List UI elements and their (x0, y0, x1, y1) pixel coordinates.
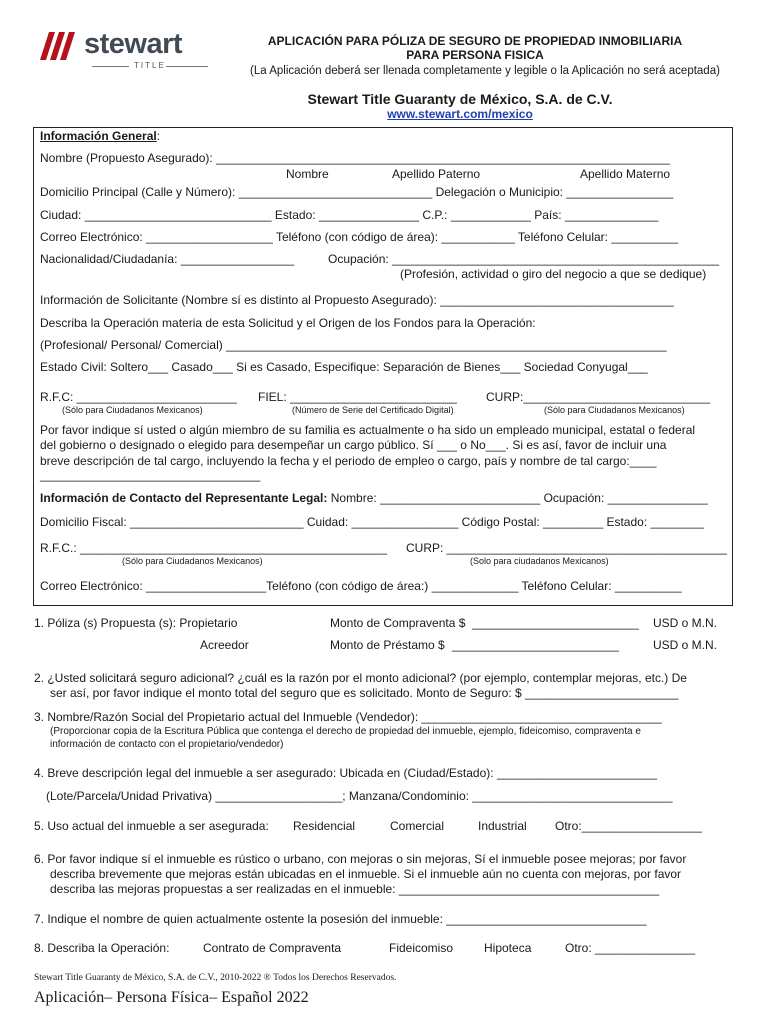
rfc-field[interactable]: R.F.C: ________________________ (40, 390, 237, 404)
q1-prestamo-field[interactable]: _________________________ (452, 638, 619, 652)
rfc-hint: (Sólo para Ciudadanos Mexicanos) (62, 405, 203, 415)
sub-materno: Apellido Materno (580, 167, 671, 181)
q8-option-otro[interactable]: Otro: _______________ (565, 941, 696, 955)
operacion-label: Describa la Operación materia de esta Solicitud y el Origen de los Fondos para la Operación: (40, 316, 536, 330)
representante-heading: Información de Contacto del Representante Legal: (40, 491, 328, 505)
pep-line-2[interactable]: del gobierno o designado o elegido para desempeñar un cargo público. Sí ___ o No___. Si es así, favor de incluir una (40, 438, 667, 452)
logo-rule-right (166, 66, 208, 67)
q1-acreedor: Acreedor (200, 638, 249, 652)
domicilio-field[interactable]: Domicilio Principal (Calle y Número): _____________________________ Delegación o Municipio: ________________ (40, 185, 674, 199)
q8-option-hipoteca[interactable]: Hipoteca (484, 941, 532, 955)
q8-label: 8. Describa la Operación: (34, 941, 170, 955)
nombre-field[interactable]: Nombre (Propuesto Asegurado): ____________________________________________________________________ (40, 151, 670, 165)
q6-line-1: 6. Por favor indique sí el inmueble es rústico o urbano, con mejoras o sin mejoras, Sí el inmueble posee mejoras; por favor (34, 852, 687, 866)
q2-line-1: 2. ¿Usted solicitará seguro adicional? ¿cuál es la razón por el monto adicional? (por ejemplo, contemplar mejoras, etc.) De (34, 671, 687, 685)
website-link[interactable]: www.stewart.com/mexico (387, 107, 533, 121)
q4-line-2[interactable]: (Lote/Parcela/Unidad Privativa) ___________________; Manzana/Condominio: ______________________________ (46, 789, 673, 803)
pep-line-4[interactable]: _________________________________ (40, 468, 261, 482)
q8-option-compraventa[interactable]: Contrato de Compraventa (203, 941, 342, 955)
q1-compraventa-field[interactable]: _________________________ (472, 616, 639, 630)
logo-rule-left (92, 66, 129, 67)
q2-line-2[interactable]: ser así, por favor indique el monto total del seguro que es solicitado. Monto de Seguro: $ _______________________ (50, 686, 679, 700)
q5-option-comercial[interactable]: Comercial (390, 819, 445, 833)
fiel-field[interactable]: FIEL: _________________________ (258, 390, 457, 404)
title-line-1: APLICACIÓN PARA PÓLIZA DE SEGURO DE PROPIEDAD INMOBILIARIA (267, 34, 683, 48)
q1-currency-1: USD o M.N. (653, 616, 718, 630)
representante-curp-hint: (Solo para ciudadanos Mexicanos) (470, 556, 609, 566)
representante-correo-field[interactable]: Correo Electrónico: __________________Teléfono (con código de área:) _____________ Teléfono Celular: __________ (40, 579, 682, 593)
curp-field[interactable]: CURP:____________________________ (486, 390, 711, 404)
q7-line-1[interactable]: 7. Indique el nombre de quien actualmente ostente la posesión del inmueble: ______________________________ (34, 912, 647, 926)
q3-hint-2: información de contacto con el propietario/vendedor) (50, 739, 284, 750)
correo-field[interactable]: Correo Electrónico: ___________________ Teléfono (con código de área): ___________ Teléfono Celular: __________ (40, 230, 679, 244)
general-heading (40, 129, 160, 143)
representante-rfc-field[interactable]: R.F.C.: ______________________________________________ (40, 541, 387, 555)
footer-document-name: Aplicación– Persona Física– Español 2022 (34, 989, 309, 1006)
title-note: (La Aplicación deberá ser llenada completamente y legible o la Aplicación no será aceptada) (250, 65, 720, 77)
q3-hint-1: (Proporcionar copia de la Escritura Pública que contenga el derecho de propiedad del inmueble, ejemplo, fideicomiso, compraventa e (50, 726, 641, 737)
q5-option-residencial[interactable]: Residencial (293, 819, 356, 833)
q4-line-1[interactable]: 4. Breve descripción legal del inmueble a ser asegurado: Ubicada en (Ciudad/Estado): ________________________ (34, 766, 658, 780)
ocupacion-hint: (Profesión, actividad o giro del negocio a que se dedique) (400, 267, 707, 281)
logo-word: stewart (84, 28, 183, 60)
ciudad-field[interactable]: Ciudad: ____________________________ Estado: _______________ C.P.: ____________ País: ______________ (40, 208, 659, 222)
q5-option-otro[interactable]: Otro:__________________ (555, 819, 702, 833)
title-line-2: PARA PERSONA FISICA (406, 48, 544, 62)
general-heading-colon: : (156, 129, 161, 143)
q1-compraventa-label: Monto de Compraventa $ (330, 616, 466, 630)
q1-prestamo-label: Monto de Préstamo $ (330, 638, 445, 652)
q1-label: 1. Póliza (s) Propuesta (s): Propietario (34, 616, 238, 630)
ocupacion-field[interactable]: Ocupación: _________________________________________________ (328, 252, 720, 266)
pep-line-1: Por favor indique sí usted o algún miembro de su familia es actualmente o ha sido un empleado municipal, estatal o federal (40, 423, 696, 437)
estado-civil-field[interactable]: Estado Civil: Soltero___ Casado___ Si es Casado, Especifique: Separación de Bienes___ Sociedad Conyugal___ (40, 360, 648, 374)
fiel-hint: (Número de Serie del Certificado Digital) (292, 405, 454, 415)
q3-line-1[interactable]: 3. Nombre/Razón Social del Propietario actual del Inmueble (Vendedor): ____________________________________ (34, 710, 662, 724)
pep-line-3[interactable]: breve descripción de tal cargo, incluyendo la fecha y el periodo de empleo o cargo, país y nombre de tal cargo:____ (40, 454, 657, 468)
q5-option-industrial[interactable]: Industrial (478, 819, 527, 833)
representante-curp-field[interactable]: CURP: __________________________________________ (406, 541, 727, 555)
q6-line-3[interactable]: describa las mejoras propuestas a ser realizadas en el inmueble: _______________________________________ (50, 882, 660, 896)
representante-rfc-hint: (Sólo para Ciudadanos Mexicanos) (122, 556, 263, 566)
representante-nombre-field[interactable]: Nombre: ________________________ Ocupación: _______________ (327, 491, 708, 505)
nacionalidad-field[interactable]: Nacionalidad/Ciudadanía: _________________ (40, 252, 295, 266)
q1-currency-2: USD o M.N. (653, 638, 718, 652)
q5-label: 5. Uso actual del inmueble a ser asegurada: (34, 819, 269, 833)
sub-nombre: Nombre (286, 167, 329, 181)
curp-hint: (Sólo para Ciudadanos Mexicanos) (544, 405, 685, 415)
sub-paterno: Apellido Paterno (392, 167, 481, 181)
profesional-field[interactable]: (Profesional/ Personal/ Comercial) __________________________________________________________________ (40, 338, 667, 352)
solicitante-field[interactable]: Información de Solicitante (Nombre sí es distinto al Propuesto Asegurado): ___________________________________ (40, 293, 674, 307)
company-name: Stewart Title Guaranty de México, S.A. de C.V. (307, 91, 613, 107)
representante-heading-row (40, 491, 708, 505)
q8-option-fideicomiso[interactable]: Fideicomiso (389, 941, 454, 955)
general-heading-text: Información General (40, 129, 157, 143)
logo-sub: TITLE (134, 61, 166, 70)
stewart-stripes-icon (40, 32, 84, 60)
company-logo (40, 28, 210, 74)
q6-line-2: describa brevemente que mejoras están ubicadas en el inmueble. Si el inmueble aún no cuenta con mejoras, por favor (50, 867, 682, 881)
footer-copyright: Stewart Title Guaranty de México, S.A. de C.V., 2010-2022 ® Todos los Derechos Reservados. (34, 973, 397, 983)
representante-domicilio-field[interactable]: Domicilio Fiscal: __________________________ Cuidad: ________________ Código Postal: _________ Estado: ________ (40, 515, 704, 529)
